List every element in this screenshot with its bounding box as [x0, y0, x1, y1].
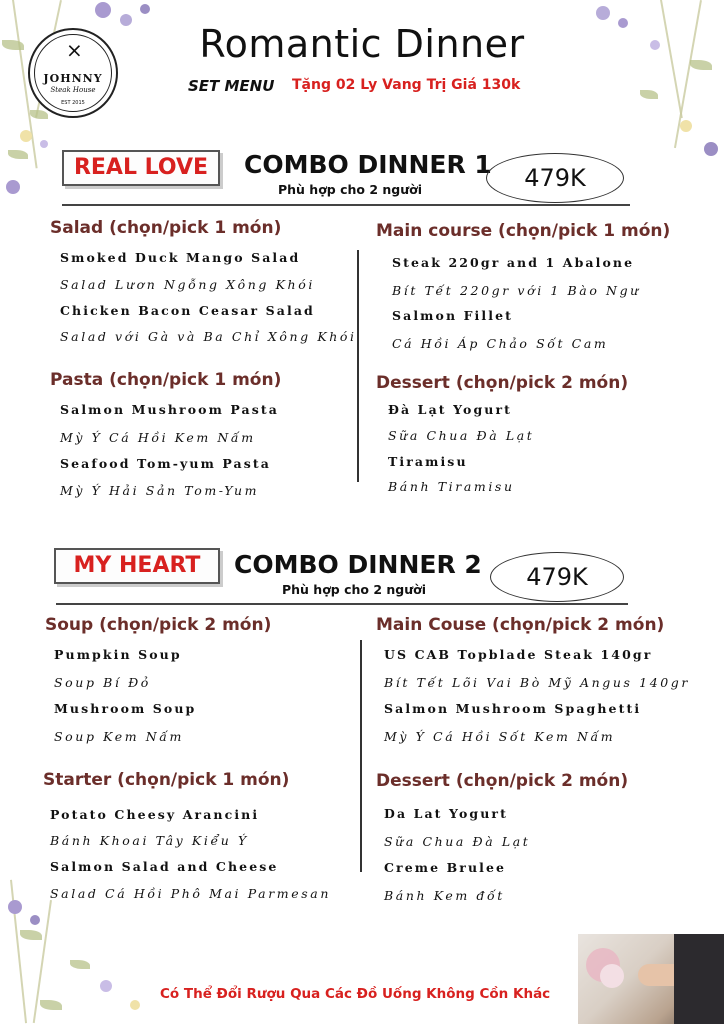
dish-name: Steak 220gr and 1 Abalone	[392, 255, 635, 270]
category-heading: Main course (chọn/pick 1 món)	[376, 221, 671, 241]
dish-name: Pumpkin Soup	[54, 647, 182, 662]
column-divider	[357, 250, 359, 482]
dish-name: Chicken Bacon Ceasar Salad	[60, 303, 315, 318]
dish-name: Seafood Tom-yum Pasta	[60, 456, 271, 471]
combo-title: COMBO DINNER 1	[244, 150, 492, 179]
dish-vietnamese: Bít Tết 220gr với 1 Bào Ngư	[392, 283, 641, 298]
dish-vietnamese: Sữa Chua Đà Lạt	[388, 428, 535, 443]
dish-vietnamese: Mỳ Ý Cá Hồi Sốt Kem Nấm	[384, 729, 616, 744]
dish-name: Smoked Duck Mango Salad	[60, 250, 301, 265]
dish-vietnamese: Bít Tết Lõi Vai Bò Mỹ Angus 140gr	[384, 675, 690, 690]
fork-knife-icon: ⨯	[66, 38, 83, 62]
dish-name: Đà Lạt Yogurt	[388, 402, 513, 417]
logo-subtitle: Steak House	[50, 86, 96, 94]
combo-subtitle: Phù hợp cho 2 người	[278, 182, 423, 197]
category-heading: Dessert (chọn/pick 2 món)	[376, 373, 629, 393]
combo-title: COMBO DINNER 2	[234, 550, 482, 579]
footer-note: Có Thể Đổi Rượu Qua Các Đồ Uống Không Cồn Khác	[160, 986, 551, 1002]
category-heading: Dessert (chọn/pick 2 món)	[376, 771, 629, 791]
dish-name: US CAB Topblade Steak 140gr	[384, 647, 653, 662]
dish-name: Tiramisu	[388, 454, 468, 469]
couple-photo	[578, 934, 724, 1024]
dish-name: Salmon Mushroom Pasta	[60, 402, 279, 417]
dish-vietnamese: Salad Cá Hồi Phô Mai Parmesan	[50, 886, 331, 901]
category-heading: Salad (chọn/pick 1 món)	[50, 218, 282, 238]
column-divider	[360, 640, 362, 872]
dish-vietnamese: Salad với Gà và Ba Chỉ Xông Khói	[60, 329, 357, 344]
dish-name: Salmon Fillet	[392, 308, 514, 323]
dish-vietnamese: Soup Kem Nấm	[54, 729, 184, 744]
logo-established: EST 2015	[61, 100, 85, 106]
dish-vietnamese: Soup Bí Đỏ	[54, 675, 151, 690]
dish-name: Da Lat Yogurt	[384, 806, 508, 821]
combo-banner: MY HEART	[54, 548, 220, 584]
dish-name: Potato Cheesy Arancini	[50, 807, 260, 822]
dish-vietnamese: Bánh Kem đốt	[384, 888, 505, 903]
dish-name: Salmon Mushroom Spaghetti	[384, 701, 642, 716]
dish-vietnamese: Sữa Chua Đà Lạt	[384, 834, 531, 849]
category-heading: Main Couse (chọn/pick 2 món)	[376, 615, 665, 635]
divider	[56, 603, 628, 605]
gift-promo: Tặng 02 Ly Vang Trị Giá 130k	[292, 77, 521, 93]
dish-vietnamese: Bánh Khoai Tây Kiểu Ý	[50, 833, 249, 848]
combo-subtitle: Phù hợp cho 2 người	[282, 582, 427, 597]
divider	[62, 204, 630, 206]
dish-vietnamese: Mỳ Ý Cá Hồi Kem Nấm	[60, 430, 256, 445]
combo-banner: REAL LOVE	[62, 150, 220, 186]
dish-vietnamese: Cá Hồi Áp Chảo Sốt Cam	[392, 336, 609, 351]
dish-vietnamese: Mỳ Ý Hải Sản Tom-Yum	[60, 483, 260, 498]
dish-vietnamese: Salad Lươn Ngỗng Xông Khói	[60, 277, 315, 292]
category-heading: Soup (chọn/pick 2 món)	[45, 615, 272, 635]
dish-name: Creme Brulee	[384, 860, 507, 875]
category-heading: Starter (chọn/pick 1 món)	[43, 770, 290, 790]
category-heading: Pasta (chọn/pick 1 món)	[50, 370, 282, 390]
dish-name: Mushroom Soup	[54, 701, 197, 716]
set-menu-label: SET MENU	[188, 77, 275, 95]
price-badge: 479K	[490, 552, 624, 602]
logo-name: JOHNNY	[43, 72, 103, 85]
dish-vietnamese: Bánh Tiramisu	[388, 479, 515, 494]
page-title: Romantic Dinner	[199, 22, 525, 66]
dish-name: Salmon Salad and Cheese	[50, 859, 279, 874]
price-badge: 479K	[486, 153, 624, 203]
